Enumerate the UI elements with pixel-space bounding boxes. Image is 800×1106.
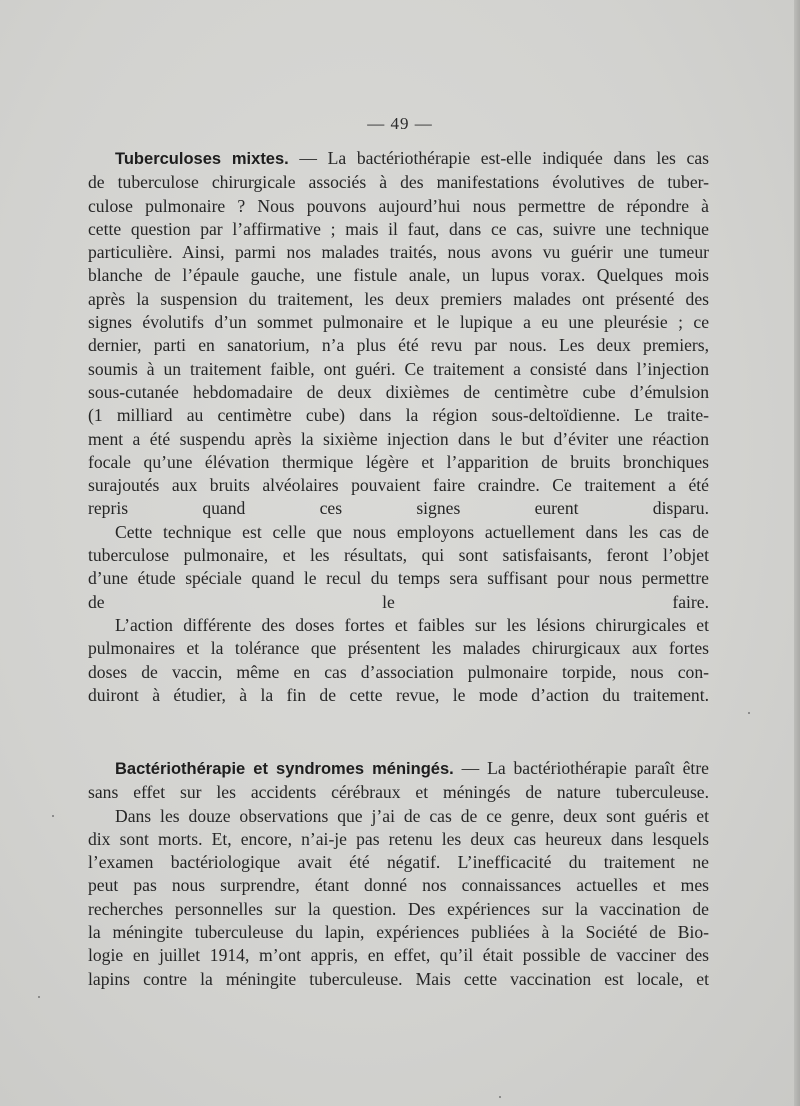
- text-line: tuberculose pulmonaire, et les résultats, qui sont satisfaisants, feront l’objet: [88, 545, 709, 566]
- page-number: — 49 —: [367, 114, 433, 133]
- scan-speck: [38, 996, 40, 998]
- text-line: de tuberculose chirurgicale associés à des manifestations évolutives de tuber-: [88, 172, 709, 193]
- text-line: peut pas nous surprendre, étant donné nos connaissances actuelles et mes: [88, 875, 709, 896]
- text-line: signes évolutifs d’un sommet pulmonaire et le lupique a eu une pleurésie ; ce: [88, 312, 709, 333]
- text-line: la méningite tuberculeuse du lapin, expériences publiées à la Société de Bio-: [88, 922, 709, 943]
- section2-line-0: — La bactériothérapie paraît être: [453, 758, 709, 778]
- text-line: focale qu’une élévation thermique légère et l’apparition de bruits bronchiques: [88, 451, 709, 472]
- text-line: surajoutés aux bruits alvéolaires pouvaient faire craindre. Ce traitement a été: [88, 475, 709, 496]
- text-line: sous-cutanée hebdomadaire de deux dixièmes de centimètre cube d’émulsion: [88, 381, 709, 402]
- text-line: soumis à un traitement faible, ont guéri. Ce traitement a consisté dans l’injection: [88, 358, 709, 379]
- section1-line-0: — La bactériothérapie est-elle indiquée dans les cas: [288, 148, 709, 168]
- text-line: sans effet sur les accidents cérébraux et méningés de nature tuberculeuse.: [88, 782, 709, 803]
- section2-heading: Bactériothérapie et syndromes méningés.: [115, 760, 454, 778]
- text-line: dernier, parti en sanatorium, n’a plus été revu par nous. Les deux premiers,: [88, 335, 709, 356]
- section-tuberculoses-mixtes: [88, 147, 709, 707]
- text-line: culose pulmonaire ? Nous pouvons aujourd’hui nous permettre de répondre à: [88, 195, 709, 216]
- text-line: lapins contre la méningite tuberculeuse. Mais cette vaccination est locale, et: [88, 968, 709, 989]
- text-line: particulière. Ainsi, parmi nos malades traités, nous avons vu guérir une tumeur: [88, 242, 709, 263]
- text-line: logie en juillet 1914, m’ont appris, en effet, qu’il était possible de vacciner des: [88, 945, 709, 966]
- page-edge-shadow: [794, 0, 800, 1106]
- section1-heading: Tuberculoses mixtes.: [115, 150, 289, 168]
- section1-first-line: [88, 147, 709, 171]
- text-line: L’action différente des doses fortes et faibles sur les lésions chirurgicales et: [115, 614, 709, 635]
- text-line: après la suspension du traitement, les deux premiers malades ont présenté des: [88, 288, 709, 309]
- text-line: d’une étude spéciale quand le recul du temps sera suffisant pour nous permettre: [88, 568, 709, 589]
- text-line: Dans les douze observations que j’ai de cas de ce genre, deux sont guéris et: [115, 805, 709, 826]
- scan-speck: [748, 712, 750, 714]
- text-line: duiront à étudier, à la fin de cette revue, le mode d’action du traitement.: [88, 684, 709, 705]
- text-line: (1 milliard au centimètre cube) dans la région sous-deltoïdienne. Le traite-: [88, 405, 709, 426]
- text-line: pulmonaires et la tolérance que présentent les malades chirurgicaux aux fortes: [88, 638, 709, 659]
- section2-first-line: [88, 757, 709, 781]
- text-line: cette question par l’affirmative ; mais il faut, dans ce cas, suivre une technique: [88, 218, 709, 239]
- text-line: doses de vaccin, même en cas d’association pulmonaire torpide, nous con-: [88, 661, 709, 682]
- text-line: l’examen bactériologique avait été négatif. L’inefficacité du traitement ne: [88, 852, 709, 873]
- text-line: de le faire.: [88, 591, 709, 612]
- text-line: ment a été suspendu après la sixième injection dans le but d’éviter une réaction: [88, 428, 709, 449]
- scan-speck: [499, 1096, 501, 1098]
- text-line: blanche de l’épaule gauche, une fistule anale, un lupus vorax. Quelques mois: [88, 265, 709, 286]
- text-line: recherches personnelles sur la question. Des expériences sur la vaccination de: [88, 898, 709, 919]
- scan-speck: [52, 815, 54, 817]
- text-line: Cette technique est celle que nous employons actuellement dans les cas de: [115, 521, 709, 542]
- text-line: dix sont morts. Et, encore, n’ai-je pas retenu les deux cas heureux dans lesquels: [88, 828, 709, 849]
- section-bacteriotherapie-meninges: [88, 757, 709, 991]
- text-line: repris quand ces signes eurent disparu.: [88, 498, 709, 519]
